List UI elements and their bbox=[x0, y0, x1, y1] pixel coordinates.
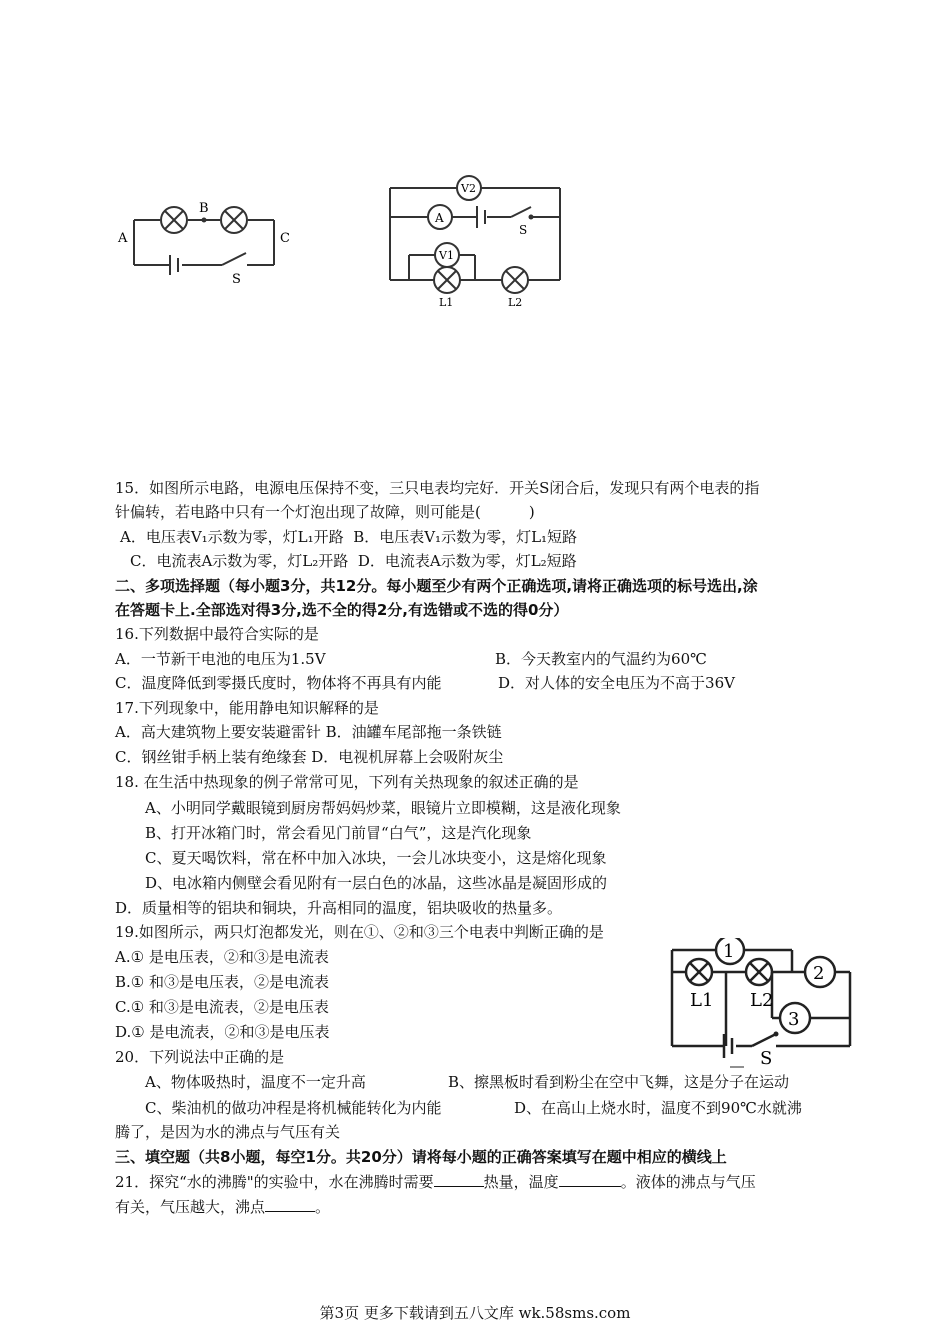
label-l1: L1 bbox=[439, 296, 454, 309]
q20-option-b: B、擦黑板时看到粉尘在空中飞舞，这是分子在运动 bbox=[448, 1073, 790, 1091]
circuit-figure-19 bbox=[670, 938, 855, 1073]
q15-options-ab bbox=[120, 525, 577, 549]
q19-option-c: C.① 和③是电流表，②是电压表 bbox=[115, 998, 329, 1016]
page-footer: 第3页 更多下载请到五八文库 wk.58sms.com bbox=[319, 1304, 631, 1322]
q21-blank-1[interactable] bbox=[434, 1170, 484, 1187]
q16-stem: 16.下列数据中最符合实际的是 bbox=[115, 625, 319, 643]
section3-heading: 三、填空题（共8小题，每空1分。共20分）请将每小题的正确答案填写在题中相应的横线上 bbox=[115, 1148, 727, 1166]
q21-line2 bbox=[115, 1195, 330, 1219]
q18-option-b: B、打开冰箱门时，常会看见门前冒“白气”，这是汽化现象 bbox=[145, 824, 532, 842]
q21-line1 bbox=[115, 1170, 756, 1194]
label-a: A bbox=[118, 231, 128, 246]
q18-option-d2: D．质量相等的铝块和铜块，升高相同的温度，铝块吸收的热量多。 bbox=[115, 899, 563, 917]
q20-option-a: A、物体吸热时，温度不一定升高 bbox=[145, 1073, 366, 1091]
circuit-figure-1 bbox=[112, 195, 302, 290]
q20-option-c: C、柴油机的做功冲程是将机械能转化为内能 bbox=[145, 1099, 442, 1117]
label-c: C bbox=[280, 231, 290, 246]
q15-option-c: C．电流表A示数为零，灯L₂开路 bbox=[130, 552, 349, 570]
label-s: S bbox=[760, 1048, 773, 1069]
meter-1-label: 1 bbox=[723, 941, 735, 962]
q15-option-b: B．电压表V₁示数为零，灯L₁短路 bbox=[353, 528, 578, 546]
q19-option-a: A.① 是电压表，②和③是电流表 bbox=[115, 948, 329, 966]
q15-stem-line2 bbox=[115, 500, 535, 524]
q17-options-cd: C．钢丝钳手柄上装有绝缘套 D．电视机屏幕上会吸附灰尘 bbox=[115, 748, 504, 766]
q19-stem: 19.如图所示，两只灯泡都发光，则在①、②和③三个电表中判断正确的是 bbox=[115, 923, 604, 941]
q19-option-d: D.① 是电流表，②和③是电压表 bbox=[115, 1023, 330, 1041]
q15-option-d: D．电流表A示数为零，灯L₂短路 bbox=[357, 552, 577, 570]
q20-stem: 20．下列说法中正确的是 bbox=[115, 1048, 285, 1066]
label-s: S bbox=[519, 223, 528, 237]
q21-text-2: 热量，温度 bbox=[483, 1173, 559, 1191]
label-a-meter: A bbox=[435, 211, 444, 225]
q18-option-c: C、夏天喝饮料，常在杯中加入冰块，一会儿冰块变小，这是熔化现象 bbox=[145, 849, 607, 867]
section2-heading-line1: 二、多项选择题（每小题3分，共12分。每小题至少有两个正确选项,请将正确选项的标号选出,涂 bbox=[115, 577, 758, 595]
label-l2: L2 bbox=[508, 296, 523, 309]
label-l2: L2 bbox=[750, 990, 774, 1011]
q15-stem-close: ) bbox=[528, 503, 535, 521]
q21-text-1: 21．探究“水的沸腾"的实验中，水在沸腾时需要 bbox=[115, 1173, 434, 1191]
q17-stem: 17.下列现象中，能用静电知识解释的是 bbox=[115, 699, 379, 717]
q15-options-cd bbox=[130, 549, 577, 573]
q19-option-b: B.① 和③是电压表，②是电流表 bbox=[115, 973, 330, 991]
q21-text-5: 。 bbox=[315, 1198, 331, 1216]
q20-option-d2: 腾了，是因为水的沸点与气压有关 bbox=[115, 1123, 341, 1141]
q18-stem: 18. 在生活中热现象的例子常常可见，下列有关热现象的叙述正确的是 bbox=[115, 773, 579, 791]
q18-option-d: D、电冰箱内侧壁会看见附有一层白色的冰晶，这些冰晶是凝固形成的 bbox=[145, 874, 608, 892]
q16-option-c: C．温度降低到零摄氏度时，物体将不再具有内能 bbox=[115, 674, 442, 692]
q21-blank-2[interactable] bbox=[559, 1170, 621, 1187]
meter-2-label: 2 bbox=[813, 963, 825, 984]
section2-heading-line2: 在答题卡上.全部选对得3分,选不全的得2分,有选错或不选的得0分） bbox=[115, 601, 569, 619]
label-s: S bbox=[232, 272, 241, 287]
q21-blank-3[interactable] bbox=[265, 1195, 315, 1212]
q16-option-b: B．今天教室内的气温约为60℃ bbox=[495, 650, 707, 668]
meter-3-label: 3 bbox=[788, 1009, 800, 1030]
q16-option-d: D．对人体的安全电压为不高于36V bbox=[498, 674, 735, 692]
q15-option-a: A．电压表V₁示数为零，灯L₁开路 bbox=[120, 528, 344, 546]
label-v1: V1 bbox=[439, 249, 454, 262]
circuit-figure-2 bbox=[385, 170, 570, 310]
q15-stem-line1: 15．如图所示电路，电源电压保持不变，三只电表均完好．开关S闭合后，发现只有两个电表的指 bbox=[115, 479, 760, 497]
q18-option-a: A、小明同学戴眼镜到厨房帮妈妈炒菜，眼镜片立即模糊，这是液化现象 bbox=[145, 799, 621, 817]
q17-options-ab: A．高大建筑物上要安装避雷针 B．油罐车尾部拖一条铁链 bbox=[115, 723, 502, 741]
label-v2: V2 bbox=[461, 182, 476, 195]
q21-text-3: 。液体的沸点与气压 bbox=[620, 1173, 756, 1191]
q16-option-a: A．一节新干电池的电压为1.5V bbox=[115, 650, 326, 668]
q15-stem-text: 针偏转，若电路中只有一个灯泡出现了故障，则可能是( bbox=[115, 503, 481, 521]
label-b: B bbox=[199, 201, 209, 216]
label-l1: L1 bbox=[690, 990, 714, 1011]
q20-option-d: D、在高山上烧水时，温度不到90℃水就沸 bbox=[514, 1099, 802, 1117]
q21-text-4: 有关，气压越大，沸点 bbox=[115, 1198, 266, 1216]
